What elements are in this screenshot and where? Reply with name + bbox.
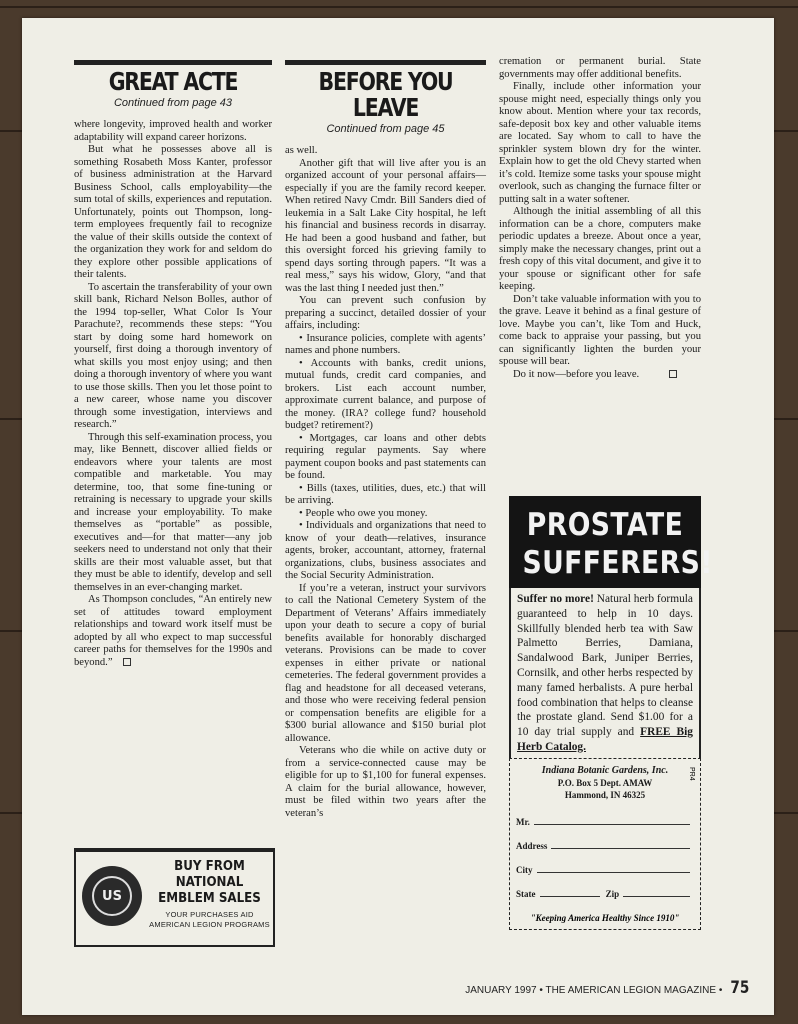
paragraph: Although the initial assembling of all this information can be a chore, computers make periodic updates a breeze. About once a year, simply make the necessary changes, print out a fresh copy of this vital document, and give it to your spouse or significant other for safe keeping. — [499, 206, 701, 292]
address-line-1: P.O. Box 5 Dept. AMAW — [557, 778, 653, 788]
article-title: GREAT ACTE — [108, 67, 238, 96]
magazine-page — [22, 18, 774, 1015]
field-line — [551, 848, 690, 849]
paragraph: where longevity, improved health and worker adaptability will expand career horizons. — [74, 119, 272, 143]
address-line-2: Hammond, IN 46325 — [564, 790, 646, 800]
address-field[interactable] — [516, 837, 690, 851]
ad-headline — [509, 496, 713, 588]
column-great-acte — [74, 60, 272, 669]
column-continued — [499, 56, 701, 381]
page-number: 75 — [730, 978, 750, 998]
field-label: Zip — [605, 889, 620, 899]
list-item: • People who owe you money. — [299, 507, 428, 519]
field-label: Mr. — [516, 817, 530, 827]
article-header — [74, 60, 272, 109]
coupon-tagline: "Keeping America Healthy Since 1910" — [530, 913, 680, 923]
issue-line: JANUARY 1997 • THE AMERICAN LEGION MAGAZINE • — [465, 985, 723, 996]
paragraph-text: Do it now—before you leave. — [513, 368, 640, 380]
national-emblem-sales-ad[interactable] — [74, 848, 275, 947]
legion-ad-text — [146, 858, 273, 930]
paragraph: cremation or permanent burial. State governments may offer additional benefits. — [499, 56, 701, 80]
article-header — [285, 60, 486, 135]
paragraph: Finally, include other information your spouse might need, especially things only you know about. Mention where your tax records, safe-deposit box key and other valuable items are located. Say whom to call to have the sprinkler system blown dry for the winter. Explain how to get the old Chevy started when it’s cold. Itemize some tasks your spouse might overlook, such as changing the furnace filter or putting salt in a water softener. — [499, 81, 701, 205]
company-name: Indiana Botanic Gardens, Inc. — [541, 765, 669, 776]
list-item: • Accounts with banks, credit unions, mutual funds, credit card companies, and brokers. List each account number, approximate current balance, and purpose of the money. (IRA? college fund? household budget? retirement?) — [285, 357, 486, 431]
paragraph: as well. — [285, 145, 318, 156]
paragraph: But what he possesses above all is something Rosabeth Moss Kanter, professor of business administration at the Harvard Business School, calls employability—the sum total of skills, experiences and reputation. Unfortunately, points out Thompson, long-term employees frequently fail to recognize the value of their skills outside the context of the organization they work for and seldom do they explore other possible applications of their talents. — [74, 144, 272, 280]
american-legion-emblem-icon — [82, 866, 142, 926]
paragraph — [74, 594, 272, 669]
ad-copy — [517, 592, 693, 755]
legion-ad-title: BUY FROM NATIONAL EMBLEM SALES — [158, 858, 261, 906]
ad-offer: FREE Big Herb Catalog. — [517, 726, 694, 753]
list-item: • Insurance policies, complete with agents’ names and phone numbers. — [285, 332, 486, 356]
field-line — [623, 896, 690, 897]
headline-line-1: PROSTATE — [526, 507, 684, 543]
prostate-sufferers-ad — [509, 496, 713, 930]
paragraph — [499, 369, 701, 382]
list-item: • Bills (taxes, utilities, dues, etc.) that will be arriving. — [285, 482, 486, 506]
ad-lead: Suffer no more! — [517, 593, 594, 605]
state-zip-field[interactable] — [516, 885, 690, 899]
paragraph: You can prevent such confusion by preparing a succinct, detailed dossier of your affairs, including: — [285, 295, 486, 331]
paragraph: Veterans who die while on active duty or from a service-connected cause may be eligible for up to $1,100 for funeral expenses. A claim for the burial allowance, however, must be filed within two years after the veteran’s — [285, 745, 486, 819]
coupon-code: PR4 — [688, 767, 695, 781]
paragraph: Don’t take valuable information with you to the grave. Leave it behind as a final gesture of love. Maybe you can’t, like Tom and Huck, come back to appraise your passing, but you can significantly lighten the burden your spouse will bear. — [499, 293, 701, 367]
paragraph: Another gift that will live after you is an organized account of your personal affairs—especially if you are the family record keeper. When retired Navy Cmdr. Bill Sanders died of leukemia in a Salt Lake City hospital, he left his financial and business records in disarray. He had been a good husband and father, but this oversight forced his grieving family to spend days sorting through papers. “It was a real mess,” says his widow, Glory, “and that was the last thing I needed just then.” — [285, 157, 486, 294]
field-label: State — [516, 889, 536, 899]
legion-ad-subtitle: YOUR PURCHASES AID AMERICAN LEGION PROGRAMS — [149, 910, 270, 929]
list-item: • Individuals and organizations that need to know of your death—relatives, insurance agents, broker, accountant, attorney, fraternal organizations, clubs, business associates and the Social Security Administration. — [285, 520, 486, 581]
field-label: City — [516, 865, 533, 875]
order-coupon[interactable] — [509, 758, 701, 930]
ad-body — [509, 588, 701, 758]
article-title: BEFORE YOU LEAVE — [318, 67, 453, 122]
page-footer — [442, 978, 752, 998]
end-mark-icon — [669, 370, 677, 378]
emblem-center: US — [92, 876, 132, 916]
list-item: • Mortgages, car loans and other debts requiring regular payments. Say where payment coupon books and past statements can be found. — [285, 432, 486, 481]
ad-body-text: Natural herb formula guaranteed to help in 10 days. Skillfully blended herb tea with Saw Palmetto Berries, Damiana, Sandalwood Bark, Juniper Berries, Cornsilk, and other herbs respected by many famed herbalists. A pure herbal food combination that helps to cleanse the prostate gland. Send $1.00 for a 10 day trial supply and — [517, 593, 693, 739]
headline-line-2: SUFFERERS! — [522, 545, 713, 581]
continued-note: Continued from page 43 — [113, 97, 233, 109]
field-line — [540, 896, 600, 897]
end-mark-icon — [123, 658, 131, 666]
column-before-you-leave — [285, 60, 486, 820]
paragraph: To ascertain the transferability of your own skill bank, Richard Nelson Bolles, author of the 1994 top-seller, What Color Is Your Parachute?, recommends these steps: “You start by doing some hard homework on yourself, first doing a thorough inventory of what skills you most enjoy using; and then doing a thorough inventory of where you want to use those skills. Then you let those point to a new career, whose name you discover through some investigation, interviews and research.” — [74, 281, 272, 430]
city-field[interactable] — [516, 861, 690, 875]
paragraph: Through this self-examination process, you may, like Bennett, discover allied fields or endeavors where your talents are most compatible and marketable. You may determine, too, that some fine-tuning or retraining is necessary to upgrade your skills and increase your employability. To make themselves as “portable” as possible, executives and—for that matter—any job seekers need to understand not only that their skills are their most valuable asset, but that they must be able to identify, develop and sell themselves in an ever-changing market. — [74, 431, 272, 593]
name-field[interactable] — [516, 813, 690, 827]
paragraph-text: As Thompson concludes, “An entirely new set of attitudes toward employment relationships and toward work itself must be adopted by all who expect to map successful career paths for themselves for the 1990s and beyond.” — [74, 594, 272, 668]
field-label: Address — [516, 841, 548, 851]
field-line — [537, 872, 691, 873]
field-line — [534, 824, 690, 825]
paragraph: If you’re a veteran, instruct your survivors to call the National Cemetery System of the Department of Veterans’ Affairs immediately upon your death to secure a copy of burial benefits available for honorably discharged veterans. Provisions can be made to cover expenses in either private or national cemeteries. The federal government provides a flag and headstone for all deceased veterans, and those who were receiving federal pension or compensation benefits are eligible for a $300 burial allowance and $150 burial plot allowance. — [285, 582, 486, 744]
continued-note: Continued from page 45 — [326, 123, 445, 135]
